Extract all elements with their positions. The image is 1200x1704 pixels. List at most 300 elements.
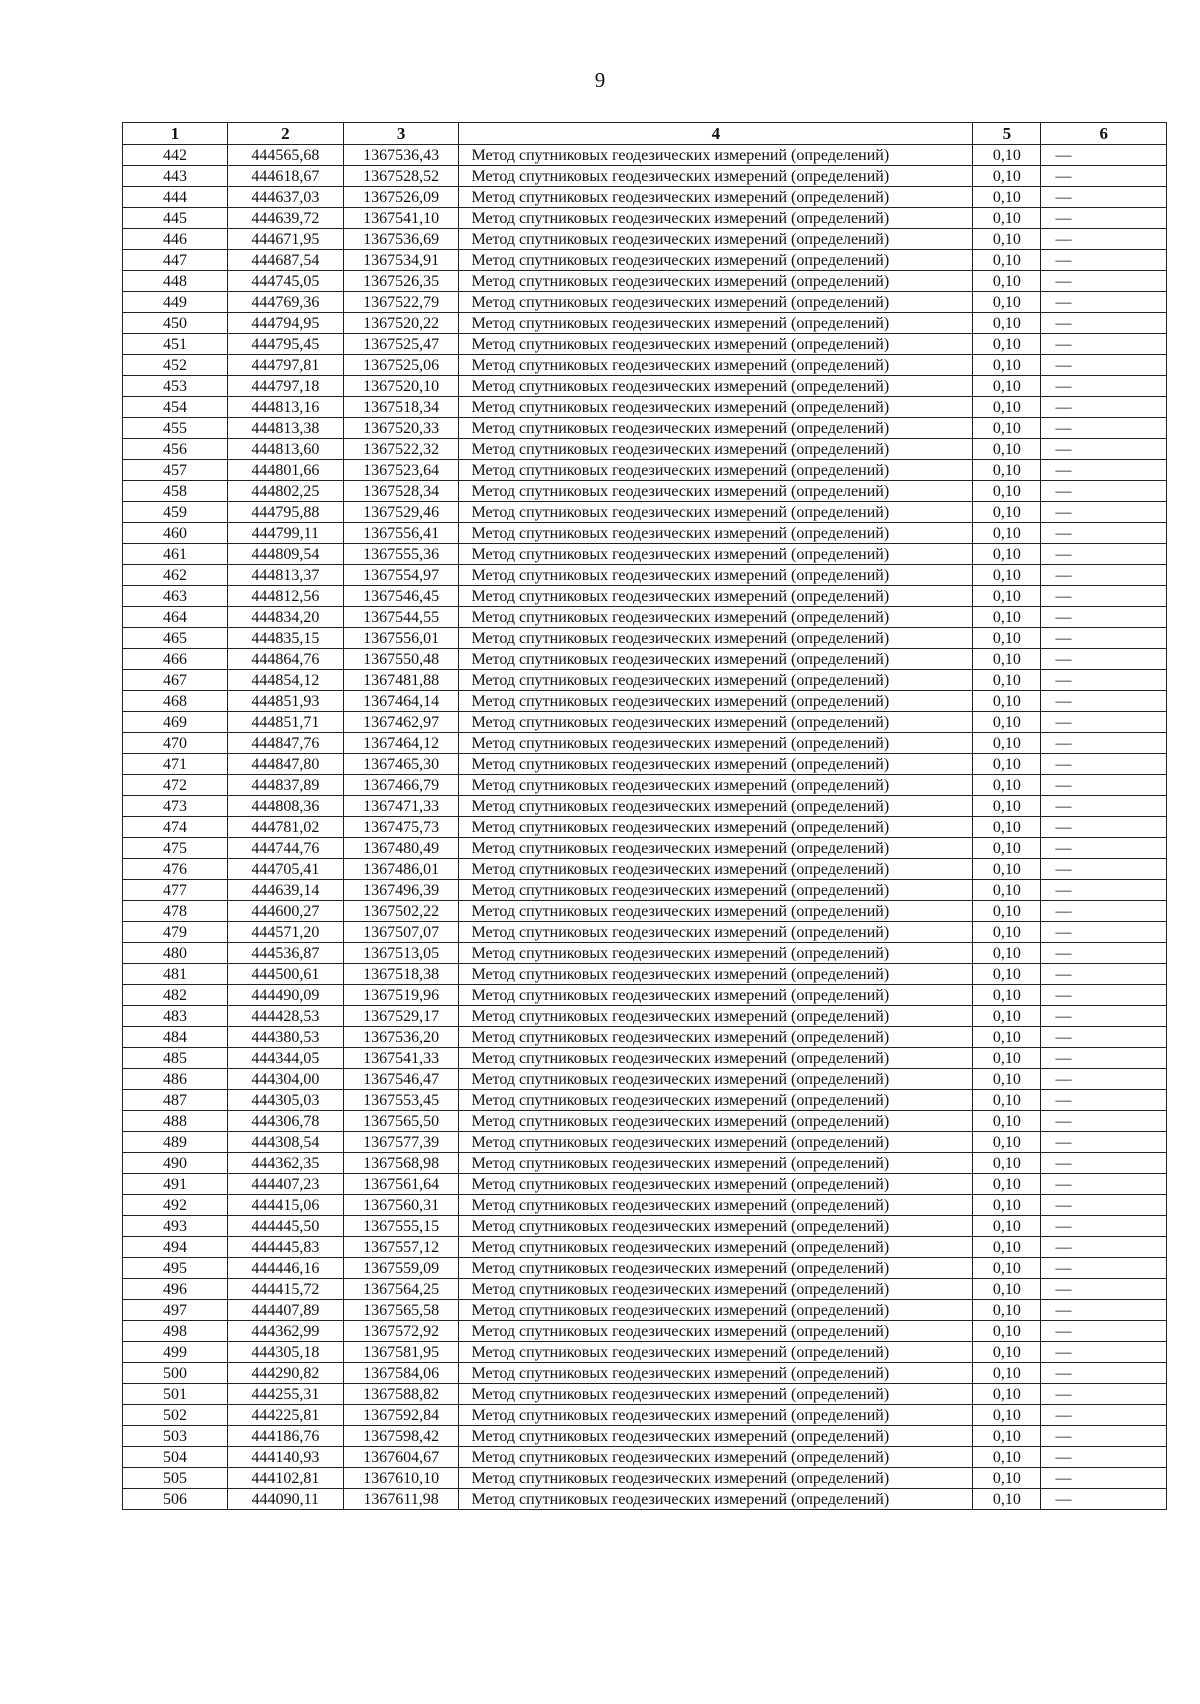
- note-cell: —: [1041, 817, 1167, 838]
- accuracy-cell: 0,10: [973, 922, 1041, 943]
- accuracy-cell: 0,10: [973, 1006, 1041, 1027]
- note-cell: —: [1041, 586, 1167, 607]
- table-row: [123, 754, 1167, 775]
- accuracy-cell: 0,10: [973, 397, 1041, 418]
- x-coordinate-cell: 444847,80: [227, 754, 343, 775]
- table-row: [123, 1174, 1167, 1195]
- note-cell: —: [1041, 943, 1167, 964]
- method-cell: Метод спутниковых геодезических измерений (определений): [459, 1237, 973, 1258]
- accuracy-cell: 0,10: [973, 1468, 1041, 1489]
- y-coordinate-cell: 1367536,43: [343, 145, 459, 166]
- note-cell: —: [1041, 418, 1167, 439]
- accuracy-cell: 0,10: [973, 376, 1041, 397]
- table-row: [123, 523, 1167, 544]
- table-row: [123, 166, 1167, 187]
- y-coordinate-cell: 1367486,01: [343, 859, 459, 880]
- x-coordinate-cell: 444671,95: [227, 229, 343, 250]
- accuracy-cell: 0,10: [973, 943, 1041, 964]
- method-cell: Метод спутниковых геодезических измерений (определений): [459, 460, 973, 481]
- point-number-cell: 444: [123, 187, 228, 208]
- method-cell: Метод спутниковых геодезических измерений (определений): [459, 1027, 973, 1048]
- note-cell: —: [1041, 607, 1167, 628]
- y-coordinate-cell: 1367544,55: [343, 607, 459, 628]
- table-row: [123, 1342, 1167, 1363]
- coordinates-table: [122, 122, 1167, 1510]
- table-row: [123, 1006, 1167, 1027]
- table-body: [123, 145, 1167, 1510]
- y-coordinate-cell: 1367523,64: [343, 460, 459, 481]
- method-cell: Метод спутниковых геодезических измерений (определений): [459, 670, 973, 691]
- x-coordinate-cell: 444834,20: [227, 607, 343, 628]
- note-cell: —: [1041, 397, 1167, 418]
- y-coordinate-cell: 1367480,49: [343, 838, 459, 859]
- x-coordinate-cell: 444639,14: [227, 880, 343, 901]
- point-number-cell: 459: [123, 502, 228, 523]
- table-row: [123, 817, 1167, 838]
- column-header: 1: [123, 123, 228, 145]
- point-number-cell: 442: [123, 145, 228, 166]
- column-header: 2: [227, 123, 343, 145]
- x-coordinate-cell: 444308,54: [227, 1132, 343, 1153]
- y-coordinate-cell: 1367496,39: [343, 880, 459, 901]
- note-cell: —: [1041, 922, 1167, 943]
- point-number-cell: 501: [123, 1384, 228, 1405]
- method-cell: Метод спутниковых геодезических измерений (определений): [459, 586, 973, 607]
- x-coordinate-cell: 444864,76: [227, 649, 343, 670]
- table-row: [123, 1279, 1167, 1300]
- point-number-cell: 493: [123, 1216, 228, 1237]
- x-coordinate-cell: 444781,02: [227, 817, 343, 838]
- note-cell: —: [1041, 208, 1167, 229]
- point-number-cell: 471: [123, 754, 228, 775]
- note-cell: —: [1041, 1132, 1167, 1153]
- method-cell: Метод спутниковых геодезических измерений (определений): [459, 250, 973, 271]
- x-coordinate-cell: 444745,05: [227, 271, 343, 292]
- method-cell: Метод спутниковых геодезических измерений (определений): [459, 439, 973, 460]
- note-cell: —: [1041, 1153, 1167, 1174]
- note-cell: —: [1041, 1426, 1167, 1447]
- point-number-cell: 505: [123, 1468, 228, 1489]
- point-number-cell: 462: [123, 565, 228, 586]
- x-coordinate-cell: 444851,93: [227, 691, 343, 712]
- y-coordinate-cell: 1367519,96: [343, 985, 459, 1006]
- note-cell: —: [1041, 544, 1167, 565]
- x-coordinate-cell: 444445,83: [227, 1237, 343, 1258]
- table-row: [123, 607, 1167, 628]
- accuracy-cell: 0,10: [973, 565, 1041, 586]
- method-cell: Метод спутниковых геодезических измерений (определений): [459, 964, 973, 985]
- table-row: [123, 250, 1167, 271]
- note-cell: —: [1041, 1027, 1167, 1048]
- table-row: [123, 271, 1167, 292]
- x-coordinate-cell: 444813,37: [227, 565, 343, 586]
- accuracy-cell: 0,10: [973, 1300, 1041, 1321]
- note-cell: —: [1041, 271, 1167, 292]
- x-coordinate-cell: 444639,72: [227, 208, 343, 229]
- accuracy-cell: 0,10: [973, 355, 1041, 376]
- point-number-cell: 458: [123, 481, 228, 502]
- note-cell: —: [1041, 565, 1167, 586]
- accuracy-cell: 0,10: [973, 901, 1041, 922]
- method-cell: Метод спутниковых геодезических измерений (определений): [459, 1342, 973, 1363]
- x-coordinate-cell: 444837,89: [227, 775, 343, 796]
- note-cell: —: [1041, 1090, 1167, 1111]
- note-cell: —: [1041, 985, 1167, 1006]
- y-coordinate-cell: 1367536,69: [343, 229, 459, 250]
- y-coordinate-cell: 1367522,32: [343, 439, 459, 460]
- accuracy-cell: 0,10: [973, 859, 1041, 880]
- method-cell: Метод спутниковых геодезических измерений (определений): [459, 271, 973, 292]
- note-cell: —: [1041, 1300, 1167, 1321]
- point-number-cell: 452: [123, 355, 228, 376]
- method-cell: Метод спутниковых геодезических измерений (определений): [459, 334, 973, 355]
- point-number-cell: 470: [123, 733, 228, 754]
- point-number-cell: 488: [123, 1111, 228, 1132]
- method-cell: Метод спутниковых геодезических измерений (определений): [459, 1468, 973, 1489]
- accuracy-cell: 0,10: [973, 1195, 1041, 1216]
- accuracy-cell: 0,10: [973, 775, 1041, 796]
- table-row: [123, 565, 1167, 586]
- table-row: [123, 229, 1167, 250]
- point-number-cell: 448: [123, 271, 228, 292]
- accuracy-cell: 0,10: [973, 1153, 1041, 1174]
- method-cell: Метод спутниковых геодезических измерений (определений): [459, 943, 973, 964]
- method-cell: Метод спутниковых геодезических измерений (определений): [459, 985, 973, 1006]
- accuracy-cell: 0,10: [973, 229, 1041, 250]
- note-cell: —: [1041, 1216, 1167, 1237]
- note-cell: —: [1041, 628, 1167, 649]
- point-number-cell: 455: [123, 418, 228, 439]
- x-coordinate-cell: 444813,16: [227, 397, 343, 418]
- point-number-cell: 497: [123, 1300, 228, 1321]
- x-coordinate-cell: 444808,36: [227, 796, 343, 817]
- accuracy-cell: 0,10: [973, 313, 1041, 334]
- accuracy-cell: 0,10: [973, 1342, 1041, 1363]
- note-cell: —: [1041, 313, 1167, 334]
- note-cell: —: [1041, 1279, 1167, 1300]
- y-coordinate-cell: 1367557,12: [343, 1237, 459, 1258]
- x-coordinate-cell: 444428,53: [227, 1006, 343, 1027]
- y-coordinate-cell: 1367592,84: [343, 1405, 459, 1426]
- x-coordinate-cell: 444797,81: [227, 355, 343, 376]
- method-cell: Метод спутниковых геодезических измерений (определений): [459, 691, 973, 712]
- note-cell: —: [1041, 481, 1167, 502]
- note-cell: —: [1041, 1069, 1167, 1090]
- x-coordinate-cell: 444305,03: [227, 1090, 343, 1111]
- note-cell: —: [1041, 1468, 1167, 1489]
- note-cell: —: [1041, 1489, 1167, 1510]
- y-coordinate-cell: 1367555,36: [343, 544, 459, 565]
- table-header-row: [123, 123, 1167, 145]
- point-number-cell: 446: [123, 229, 228, 250]
- y-coordinate-cell: 1367610,10: [343, 1468, 459, 1489]
- table-row: [123, 880, 1167, 901]
- point-number-cell: 477: [123, 880, 228, 901]
- table-row: [123, 187, 1167, 208]
- x-coordinate-cell: 444835,15: [227, 628, 343, 649]
- point-number-cell: 475: [123, 838, 228, 859]
- x-coordinate-cell: 444854,12: [227, 670, 343, 691]
- point-number-cell: 473: [123, 796, 228, 817]
- accuracy-cell: 0,10: [973, 1279, 1041, 1300]
- accuracy-cell: 0,10: [973, 964, 1041, 985]
- point-number-cell: 490: [123, 1153, 228, 1174]
- y-coordinate-cell: 1367502,22: [343, 901, 459, 922]
- point-number-cell: 504: [123, 1447, 228, 1468]
- x-coordinate-cell: 444255,31: [227, 1384, 343, 1405]
- y-coordinate-cell: 1367550,48: [343, 649, 459, 670]
- y-coordinate-cell: 1367565,50: [343, 1111, 459, 1132]
- table-row: [123, 292, 1167, 313]
- note-cell: —: [1041, 964, 1167, 985]
- y-coordinate-cell: 1367584,06: [343, 1363, 459, 1384]
- y-coordinate-cell: 1367572,92: [343, 1321, 459, 1342]
- point-number-cell: 485: [123, 1048, 228, 1069]
- x-coordinate-cell: 444225,81: [227, 1405, 343, 1426]
- accuracy-cell: 0,10: [973, 1447, 1041, 1468]
- accuracy-cell: 0,10: [973, 523, 1041, 544]
- point-number-cell: 484: [123, 1027, 228, 1048]
- method-cell: Метод спутниковых геодезических измерений (определений): [459, 1090, 973, 1111]
- point-number-cell: 482: [123, 985, 228, 1006]
- note-cell: —: [1041, 187, 1167, 208]
- note-cell: —: [1041, 649, 1167, 670]
- point-number-cell: 465: [123, 628, 228, 649]
- y-coordinate-cell: 1367465,30: [343, 754, 459, 775]
- note-cell: —: [1041, 859, 1167, 880]
- point-number-cell: 496: [123, 1279, 228, 1300]
- x-coordinate-cell: 444812,56: [227, 586, 343, 607]
- point-number-cell: 492: [123, 1195, 228, 1216]
- method-cell: Метод спутниковых геодезических измерений (определений): [459, 796, 973, 817]
- table-row: [123, 334, 1167, 355]
- x-coordinate-cell: 444536,87: [227, 943, 343, 964]
- y-coordinate-cell: 1367518,34: [343, 397, 459, 418]
- note-cell: —: [1041, 250, 1167, 271]
- accuracy-cell: 0,10: [973, 250, 1041, 271]
- accuracy-cell: 0,10: [973, 1027, 1041, 1048]
- method-cell: Метод спутниковых геодезических измерений (определений): [459, 418, 973, 439]
- point-number-cell: 499: [123, 1342, 228, 1363]
- method-cell: Метод спутниковых геодезических измерений (определений): [459, 733, 973, 754]
- point-number-cell: 500: [123, 1363, 228, 1384]
- method-cell: Метод спутниковых геодезических измерений (определений): [459, 1321, 973, 1342]
- method-cell: Метод спутниковых геодезических измерений (определений): [459, 607, 973, 628]
- point-number-cell: 483: [123, 1006, 228, 1027]
- point-number-cell: 502: [123, 1405, 228, 1426]
- table-row: [123, 691, 1167, 712]
- method-cell: Метод спутниковых геодезических измерений (определений): [459, 481, 973, 502]
- accuracy-cell: 0,10: [973, 628, 1041, 649]
- y-coordinate-cell: 1367559,09: [343, 1258, 459, 1279]
- point-number-cell: 447: [123, 250, 228, 271]
- y-coordinate-cell: 1367464,14: [343, 691, 459, 712]
- table-row: [123, 355, 1167, 376]
- x-coordinate-cell: 444102,81: [227, 1468, 343, 1489]
- x-coordinate-cell: 444802,25: [227, 481, 343, 502]
- table-row: [123, 859, 1167, 880]
- accuracy-cell: 0,10: [973, 292, 1041, 313]
- note-cell: —: [1041, 439, 1167, 460]
- method-cell: Метод спутниковых геодезических измерений (определений): [459, 313, 973, 334]
- x-coordinate-cell: 444344,05: [227, 1048, 343, 1069]
- point-number-cell: 506: [123, 1489, 228, 1510]
- accuracy-cell: 0,10: [973, 166, 1041, 187]
- table-row: [123, 145, 1167, 166]
- method-cell: Метод спутниковых геодезических измерений (определений): [459, 1489, 973, 1510]
- x-coordinate-cell: 444618,67: [227, 166, 343, 187]
- y-coordinate-cell: 1367525,06: [343, 355, 459, 376]
- table-row: [123, 712, 1167, 733]
- y-coordinate-cell: 1367529,46: [343, 502, 459, 523]
- x-coordinate-cell: 444186,76: [227, 1426, 343, 1447]
- point-number-cell: 489: [123, 1132, 228, 1153]
- y-coordinate-cell: 1367462,97: [343, 712, 459, 733]
- x-coordinate-cell: 444813,38: [227, 418, 343, 439]
- table-row: [123, 649, 1167, 670]
- point-number-cell: 481: [123, 964, 228, 985]
- x-coordinate-cell: 444809,54: [227, 544, 343, 565]
- accuracy-cell: 0,10: [973, 1258, 1041, 1279]
- method-cell: Метод спутниковых геодезических измерений (определений): [459, 544, 973, 565]
- note-cell: —: [1041, 754, 1167, 775]
- accuracy-cell: 0,10: [973, 586, 1041, 607]
- table-row: [123, 1111, 1167, 1132]
- column-header: 3: [343, 123, 459, 145]
- accuracy-cell: 0,10: [973, 670, 1041, 691]
- x-coordinate-cell: 444500,61: [227, 964, 343, 985]
- accuracy-cell: 0,10: [973, 691, 1041, 712]
- x-coordinate-cell: 444445,50: [227, 1216, 343, 1237]
- point-number-cell: 456: [123, 439, 228, 460]
- y-coordinate-cell: 1367546,45: [343, 586, 459, 607]
- x-coordinate-cell: 444290,82: [227, 1363, 343, 1384]
- x-coordinate-cell: 444795,88: [227, 502, 343, 523]
- y-coordinate-cell: 1367598,42: [343, 1426, 459, 1447]
- point-number-cell: 474: [123, 817, 228, 838]
- y-coordinate-cell: 1367568,98: [343, 1153, 459, 1174]
- method-cell: Метод спутниковых геодезических измерений (определений): [459, 1216, 973, 1237]
- table-row: [123, 1216, 1167, 1237]
- x-coordinate-cell: 444600,27: [227, 901, 343, 922]
- x-coordinate-cell: 444847,76: [227, 733, 343, 754]
- y-coordinate-cell: 1367528,34: [343, 481, 459, 502]
- method-cell: Метод спутниковых геодезических измерений (определений): [459, 1363, 973, 1384]
- x-coordinate-cell: 444705,41: [227, 859, 343, 880]
- x-coordinate-cell: 444415,72: [227, 1279, 343, 1300]
- point-number-cell: 443: [123, 166, 228, 187]
- method-cell: Метод спутниковых геодезических измерений (определений): [459, 1300, 973, 1321]
- y-coordinate-cell: 1367528,52: [343, 166, 459, 187]
- method-cell: Метод спутниковых геодезических измерений (определений): [459, 1384, 973, 1405]
- table-row: [123, 838, 1167, 859]
- y-coordinate-cell: 1367604,67: [343, 1447, 459, 1468]
- accuracy-cell: 0,10: [973, 1216, 1041, 1237]
- x-coordinate-cell: 444744,76: [227, 838, 343, 859]
- table-row: [123, 901, 1167, 922]
- table-row: [123, 1489, 1167, 1510]
- table-row: [123, 943, 1167, 964]
- table-row: [123, 670, 1167, 691]
- accuracy-cell: 0,10: [973, 187, 1041, 208]
- y-coordinate-cell: 1367560,31: [343, 1195, 459, 1216]
- y-coordinate-cell: 1367520,33: [343, 418, 459, 439]
- point-number-cell: 486: [123, 1069, 228, 1090]
- table-row: [123, 1468, 1167, 1489]
- y-coordinate-cell: 1367513,05: [343, 943, 459, 964]
- note-cell: —: [1041, 1405, 1167, 1426]
- table-row: [123, 397, 1167, 418]
- y-coordinate-cell: 1367541,10: [343, 208, 459, 229]
- table-row: [123, 418, 1167, 439]
- accuracy-cell: 0,10: [973, 1174, 1041, 1195]
- note-cell: —: [1041, 733, 1167, 754]
- column-header: 4: [459, 123, 973, 145]
- table-row: [123, 1069, 1167, 1090]
- accuracy-cell: 0,10: [973, 1237, 1041, 1258]
- table-row: [123, 376, 1167, 397]
- note-cell: —: [1041, 1006, 1167, 1027]
- point-number-cell: 445: [123, 208, 228, 229]
- y-coordinate-cell: 1367471,33: [343, 796, 459, 817]
- x-coordinate-cell: 444797,18: [227, 376, 343, 397]
- x-coordinate-cell: 444090,11: [227, 1489, 343, 1510]
- x-coordinate-cell: 444851,71: [227, 712, 343, 733]
- table-row: [123, 985, 1167, 1006]
- point-number-cell: 454: [123, 397, 228, 418]
- point-number-cell: 453: [123, 376, 228, 397]
- table-row: [123, 1363, 1167, 1384]
- table-row: [123, 775, 1167, 796]
- accuracy-cell: 0,10: [973, 1489, 1041, 1510]
- note-cell: —: [1041, 355, 1167, 376]
- y-coordinate-cell: 1367553,45: [343, 1090, 459, 1111]
- y-coordinate-cell: 1367481,88: [343, 670, 459, 691]
- page-number: 9: [594, 68, 606, 92]
- note-cell: —: [1041, 376, 1167, 397]
- table-row: [123, 1027, 1167, 1048]
- point-number-cell: 480: [123, 943, 228, 964]
- accuracy-cell: 0,10: [973, 481, 1041, 502]
- point-number-cell: 494: [123, 1237, 228, 1258]
- table-row: [123, 502, 1167, 523]
- y-coordinate-cell: 1367541,33: [343, 1048, 459, 1069]
- y-coordinate-cell: 1367525,47: [343, 334, 459, 355]
- y-coordinate-cell: 1367611,98: [343, 1489, 459, 1510]
- x-coordinate-cell: 444813,60: [227, 439, 343, 460]
- point-number-cell: 449: [123, 292, 228, 313]
- table-row: [123, 628, 1167, 649]
- table-row: [123, 1321, 1167, 1342]
- table-row: [123, 1153, 1167, 1174]
- accuracy-cell: 0,10: [973, 1132, 1041, 1153]
- method-cell: Метод спутниковых геодезических измерений (определений): [459, 292, 973, 313]
- point-number-cell: 469: [123, 712, 228, 733]
- point-number-cell: 479: [123, 922, 228, 943]
- accuracy-cell: 0,10: [973, 880, 1041, 901]
- point-number-cell: 460: [123, 523, 228, 544]
- point-number-cell: 461: [123, 544, 228, 565]
- method-cell: Метод спутниковых геодезических измерений (определений): [459, 187, 973, 208]
- method-cell: Метод спутниковых геодезических измерений (определений): [459, 1069, 973, 1090]
- point-number-cell: 503: [123, 1426, 228, 1447]
- point-number-cell: 495: [123, 1258, 228, 1279]
- method-cell: Метод спутниковых геодезических измерений (определений): [459, 166, 973, 187]
- y-coordinate-cell: 1367577,39: [343, 1132, 459, 1153]
- table-row: [123, 922, 1167, 943]
- x-coordinate-cell: 444407,89: [227, 1300, 343, 1321]
- x-coordinate-cell: 444490,09: [227, 985, 343, 1006]
